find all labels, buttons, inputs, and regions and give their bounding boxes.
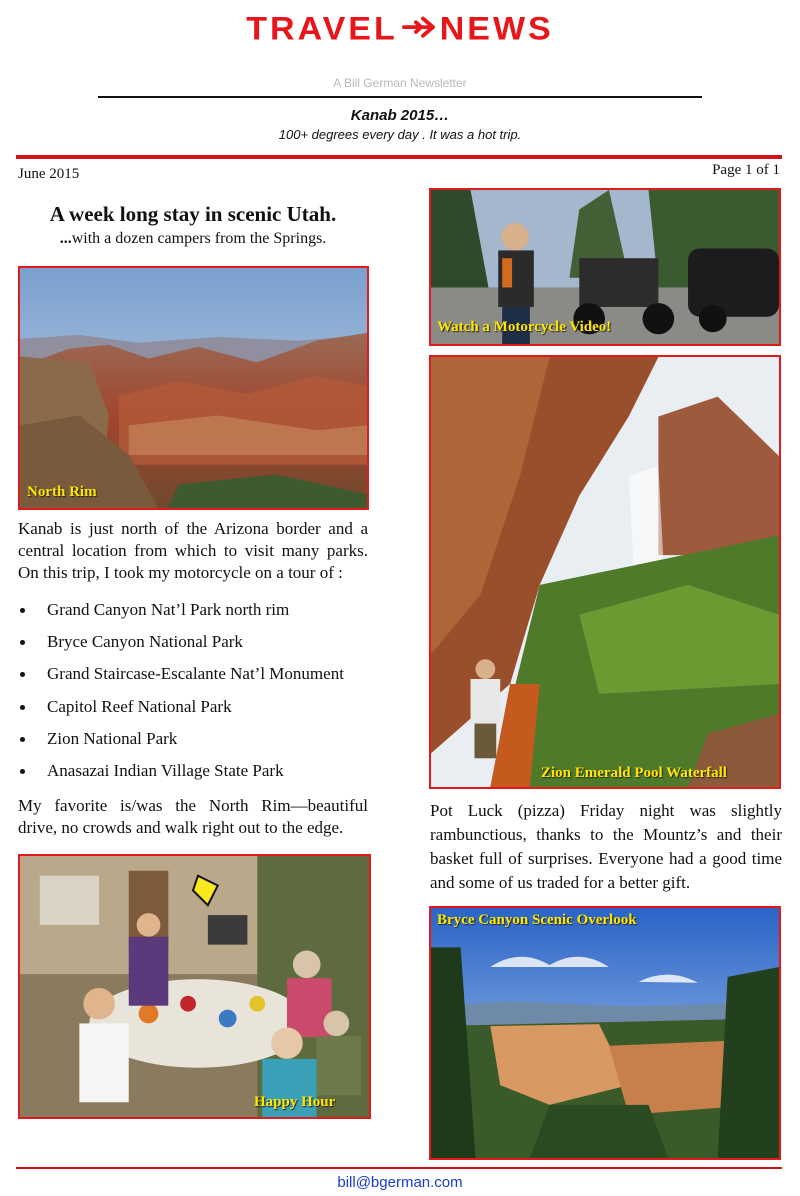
bryce-caption: Bryce Canyon Scenic Overlook <box>437 912 637 928</box>
bryce-canyon-photo <box>429 906 781 1160</box>
newsletter-subtitle: A Bill German Newsletter <box>333 76 467 90</box>
bullet-icon <box>20 672 25 677</box>
bullet-icon <box>20 769 25 774</box>
page-number: Page 1 of 1 <box>712 162 780 178</box>
logo-news: NEWS <box>439 10 554 48</box>
airplane-icon <box>402 11 436 48</box>
issue-subtitle: 100+ degrees every day . It was a hot trip. <box>278 127 522 142</box>
motorcycle-video-caption[interactable]: Watch a Motorcycle Video! <box>437 319 612 335</box>
subheadline-text: with a dozen campers from the Springs. <box>71 230 327 247</box>
bullet-icon <box>20 737 25 742</box>
subheadline-ellipsis: ... <box>59 230 72 247</box>
bullet-icon <box>20 608 25 613</box>
article-subheadline <box>18 230 368 248</box>
north-rim-photo <box>18 266 369 510</box>
potluck-paragraph: Pot Luck (pizza) Friday night was slightly rambunctious, thanks to the Mountz’s and their basket full of surprises. Everyone had a good time and some of us traded for a better gift. <box>430 801 782 892</box>
happy-hour-caption: Happy Hour <box>254 1094 336 1110</box>
zion-waterfall-photo <box>429 355 781 789</box>
header-rule <box>16 155 782 159</box>
list-item: Capitol Reef National Park <box>18 696 368 728</box>
list-item: Grand Staircase-Escalante Nat’l Monument <box>18 663 368 695</box>
intro-paragraph: Kanab is just north of the Arizona border and a central location from which to visit many parks. On this trip, I took my motorcycle on a tour of : <box>18 519 368 582</box>
article-headline: A week long stay in scenic Utah. <box>49 202 337 226</box>
list-item: Anasazai Indian Village State Park <box>18 760 368 792</box>
bullet-icon <box>20 640 25 645</box>
park-list <box>18 599 368 792</box>
logo-travel: TRAVEL <box>246 10 398 48</box>
footer-email-link[interactable]: bill@bgerman.com <box>337 1174 463 1191</box>
favorite-paragraph: My favorite is/was the North Rim—beautiful drive, no crowds and walk right out to the edge. <box>18 796 368 837</box>
masthead-divider <box>98 96 702 98</box>
issue-date: June 2015 <box>18 166 80 182</box>
happy-hour-photo <box>18 854 371 1119</box>
list-item: Zion National Park <box>18 728 368 760</box>
north-rim-caption: North Rim <box>27 484 97 500</box>
list-item: Grand Canyon Nat’l Park north rim <box>18 599 368 631</box>
masthead-logo <box>0 10 800 49</box>
zion-caption: Zion Emerald Pool Waterfall <box>541 765 727 781</box>
list-item: Bryce Canyon National Park <box>18 631 368 663</box>
bullet-icon <box>20 705 25 710</box>
footer-rule <box>16 1167 782 1169</box>
issue-title: Kanab 2015… <box>350 107 450 124</box>
